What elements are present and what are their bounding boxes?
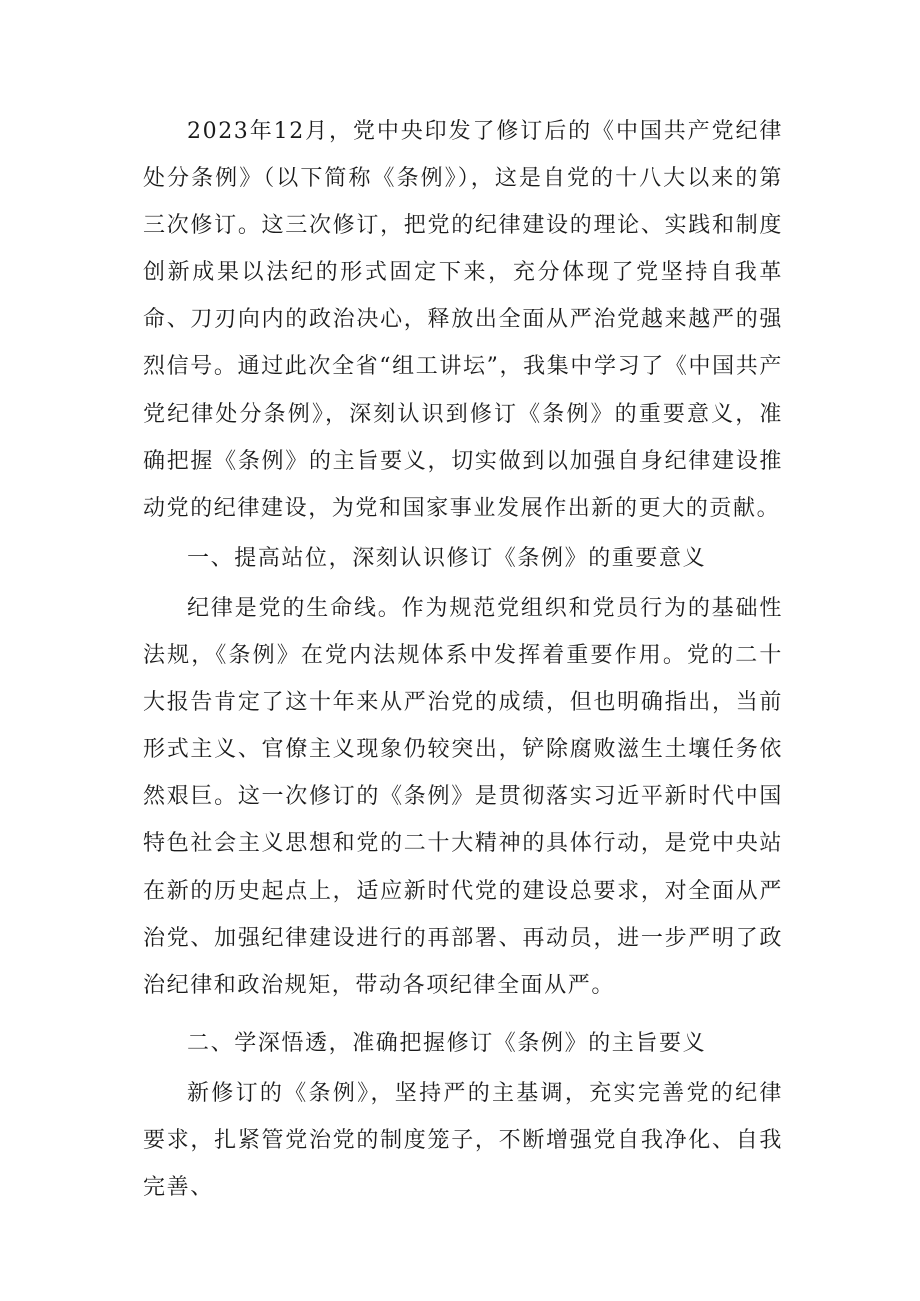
section-2-paragraph: 新修订的《条例》，坚持严的主基调，充实完善党的纪律要求，扎紧管党治党的制度笼子，不断增强党自我净化、自我完善、	[143, 1080, 783, 1201]
document-body	[143, 108, 783, 1211]
section-1-paragraph: 纪律是党的生命线。作为规范党组织和党员行为的基础性法规，《条例》在党内法规体系中发挥着重要作用。党的二十大报告肯定了这十年来从严治党的成绩，但也明确指出，当前形式主义、官僚主义现象仍较突出，铲除腐败滋生土壤任务依然艰巨。这一次修订的《条例》是贯彻落实习近平新时代中国特色社会主义思想和党的二十大精神的具体行动，是党中央站在新的历史起点上，适应新时代党的建设总要求，对全面从严治党、加强纪律建设进行的再部署、再动员，进一步严明了政治纪律和政治规矩，带动各项纪律全面从严。	[143, 595, 783, 998]
intro-paragraph: 2023年12月，党中央印发了修订后的《中国共产党纪律处分条例》（以下简称《条例》），这是自党的十八大以来的第三次修订。这三次修订，把党的纪律建设的理论、实践和制度创新成果以法纪的形式固定下来，充分体现了党坚持自我革命、刀刃向内的政治决心，释放出全面从严治党越来越严的强烈信号。通过此次全省“组工讲坛”，我集中学习了《中国共产党纪律处分条例》，深刻认识到修订《条例》的重要意义，准确把握《条例》的主旨要义，切实做到以加强自身纪律建设推动党的纪律建设，为党和国家事业发展作出新的更大的贡献。	[143, 119, 783, 521]
section-heading-2: 二、学深悟透，准确把握修订《条例》的主旨要义	[187, 1030, 707, 1056]
section-heading-1: 一、提高站位，深刻认识修订《条例》的重要意义	[187, 545, 707, 571]
